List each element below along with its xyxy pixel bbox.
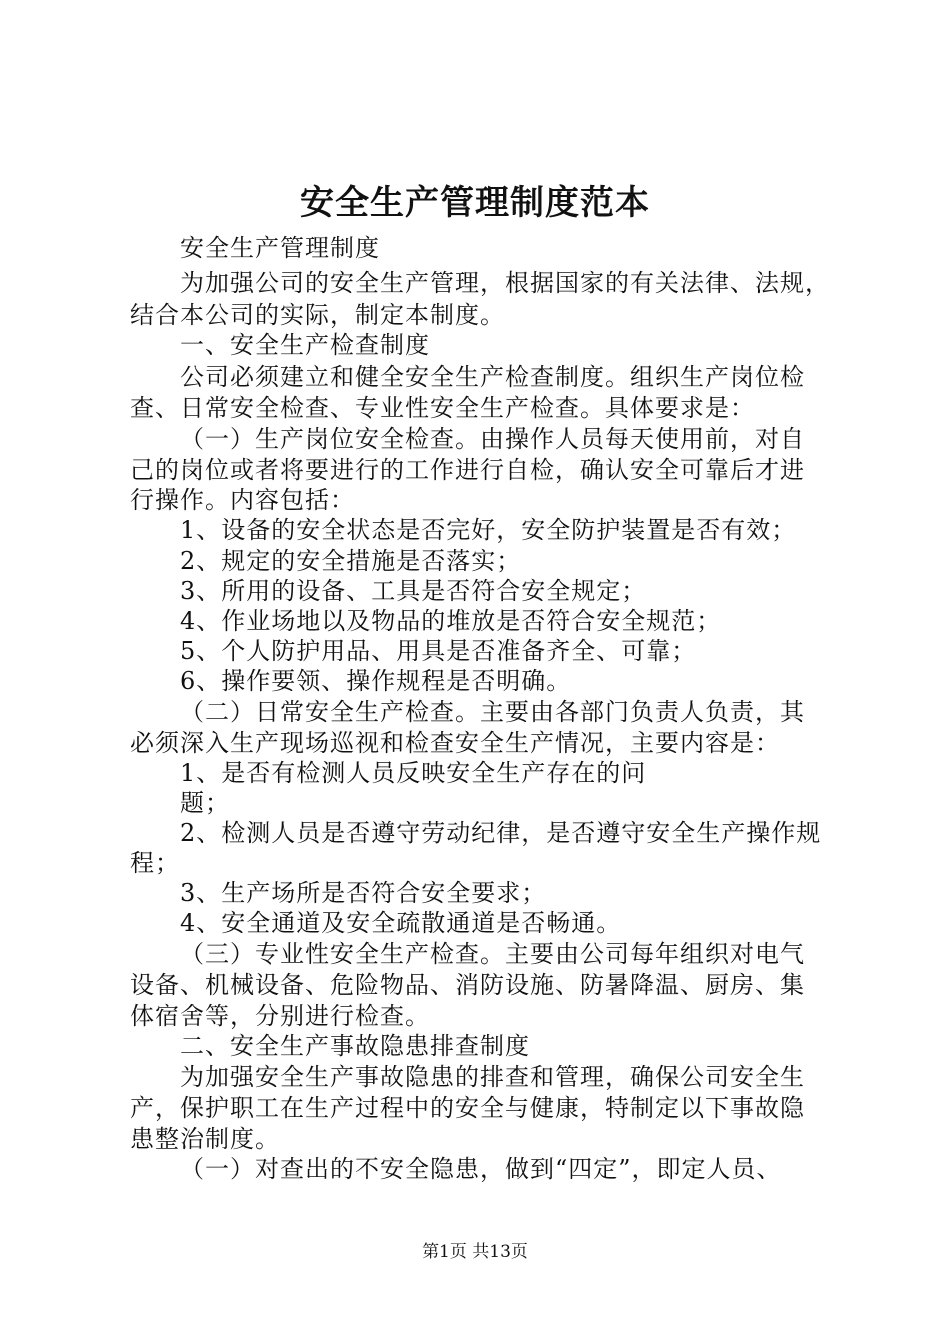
body-line: 二、安全生产事故隐患排查制度 [180, 1032, 530, 1060]
body-line: （三）专业性安全生产检查。主要由公司每年组织对电气 [180, 940, 805, 968]
body-line: 2、检测人员是否遵守劳动纪律，是否遵守安全生产操作规 [180, 819, 822, 847]
body-line: 5、个人防护用品、用具是否准备齐全、可靠； [180, 637, 697, 665]
document-title: 安全生产管理制度范本 [300, 183, 650, 223]
page-number: 第1页 共13页 [422, 1242, 528, 1262]
body-line: 公司必须建立和健全安全生产检查制度。组织生产岗位检 [180, 363, 805, 391]
body-line: 1、是否有检测人员反映安全生产存在的问 [180, 759, 647, 787]
body-line: 2、规定的安全措施是否落实； [180, 547, 522, 575]
body-line: 设备、机械设备、危险物品、消防设施、防暑降温、厨房、集 [130, 971, 805, 999]
body-line: 产，保护职工在生产过程中的安全与健康，特制定以下事故隐 [130, 1094, 805, 1122]
body-line: （一）生产岗位安全检查。由操作人员每天使用前，对自 [180, 425, 805, 453]
body-line: 3、所用的设备、工具是否符合安全规定； [180, 577, 647, 605]
body-line: 一、安全生产检查制度 [180, 331, 430, 359]
body-line: 行操作。内容包括： [130, 486, 355, 514]
body-line: 为加强公司的安全生产管理，根据国家的有关法律、法规， [180, 269, 830, 297]
body-line: 安全生产管理制度 [180, 234, 380, 262]
body-line: 结合本公司的实际，制定本制度。 [130, 301, 505, 329]
body-line: 程； [130, 849, 180, 877]
body-line: 4、安全通道及安全疏散通道是否畅通。 [180, 909, 622, 937]
body-line: 查、日常安全检查、专业性安全生产检查。具体要求是： [130, 394, 755, 422]
body-line: 患整治制度。 [130, 1125, 280, 1153]
body-line: 6、操作要领、操作规程是否明确。 [180, 667, 572, 695]
body-line: （二）日常安全生产检查。主要由各部门负责人负责，其 [180, 698, 805, 726]
body-line: 题； [180, 789, 230, 817]
body-line: 己的岗位或者将要进行的工作进行自检，确认安全可靠后才进 [130, 456, 805, 484]
body-line: 4、作业场地以及物品的堆放是否符合安全规范； [180, 607, 722, 635]
body-line: 必须深入生产现场巡视和检查安全生产情况，主要内容是： [130, 729, 780, 757]
body-line: 为加强安全生产事故隐患的排查和管理，确保公司安全生 [180, 1063, 805, 1091]
body-line: （一）对查出的不安全隐患，做到“四定”，即定人员、 [180, 1155, 782, 1183]
body-line: 体宿舍等，分别进行检查。 [130, 1002, 430, 1030]
body-line: 1、设备的安全状态是否完好，安全防护装置是否有效； [180, 516, 797, 544]
body-line: 3、生产场所是否符合安全要求； [180, 879, 547, 907]
